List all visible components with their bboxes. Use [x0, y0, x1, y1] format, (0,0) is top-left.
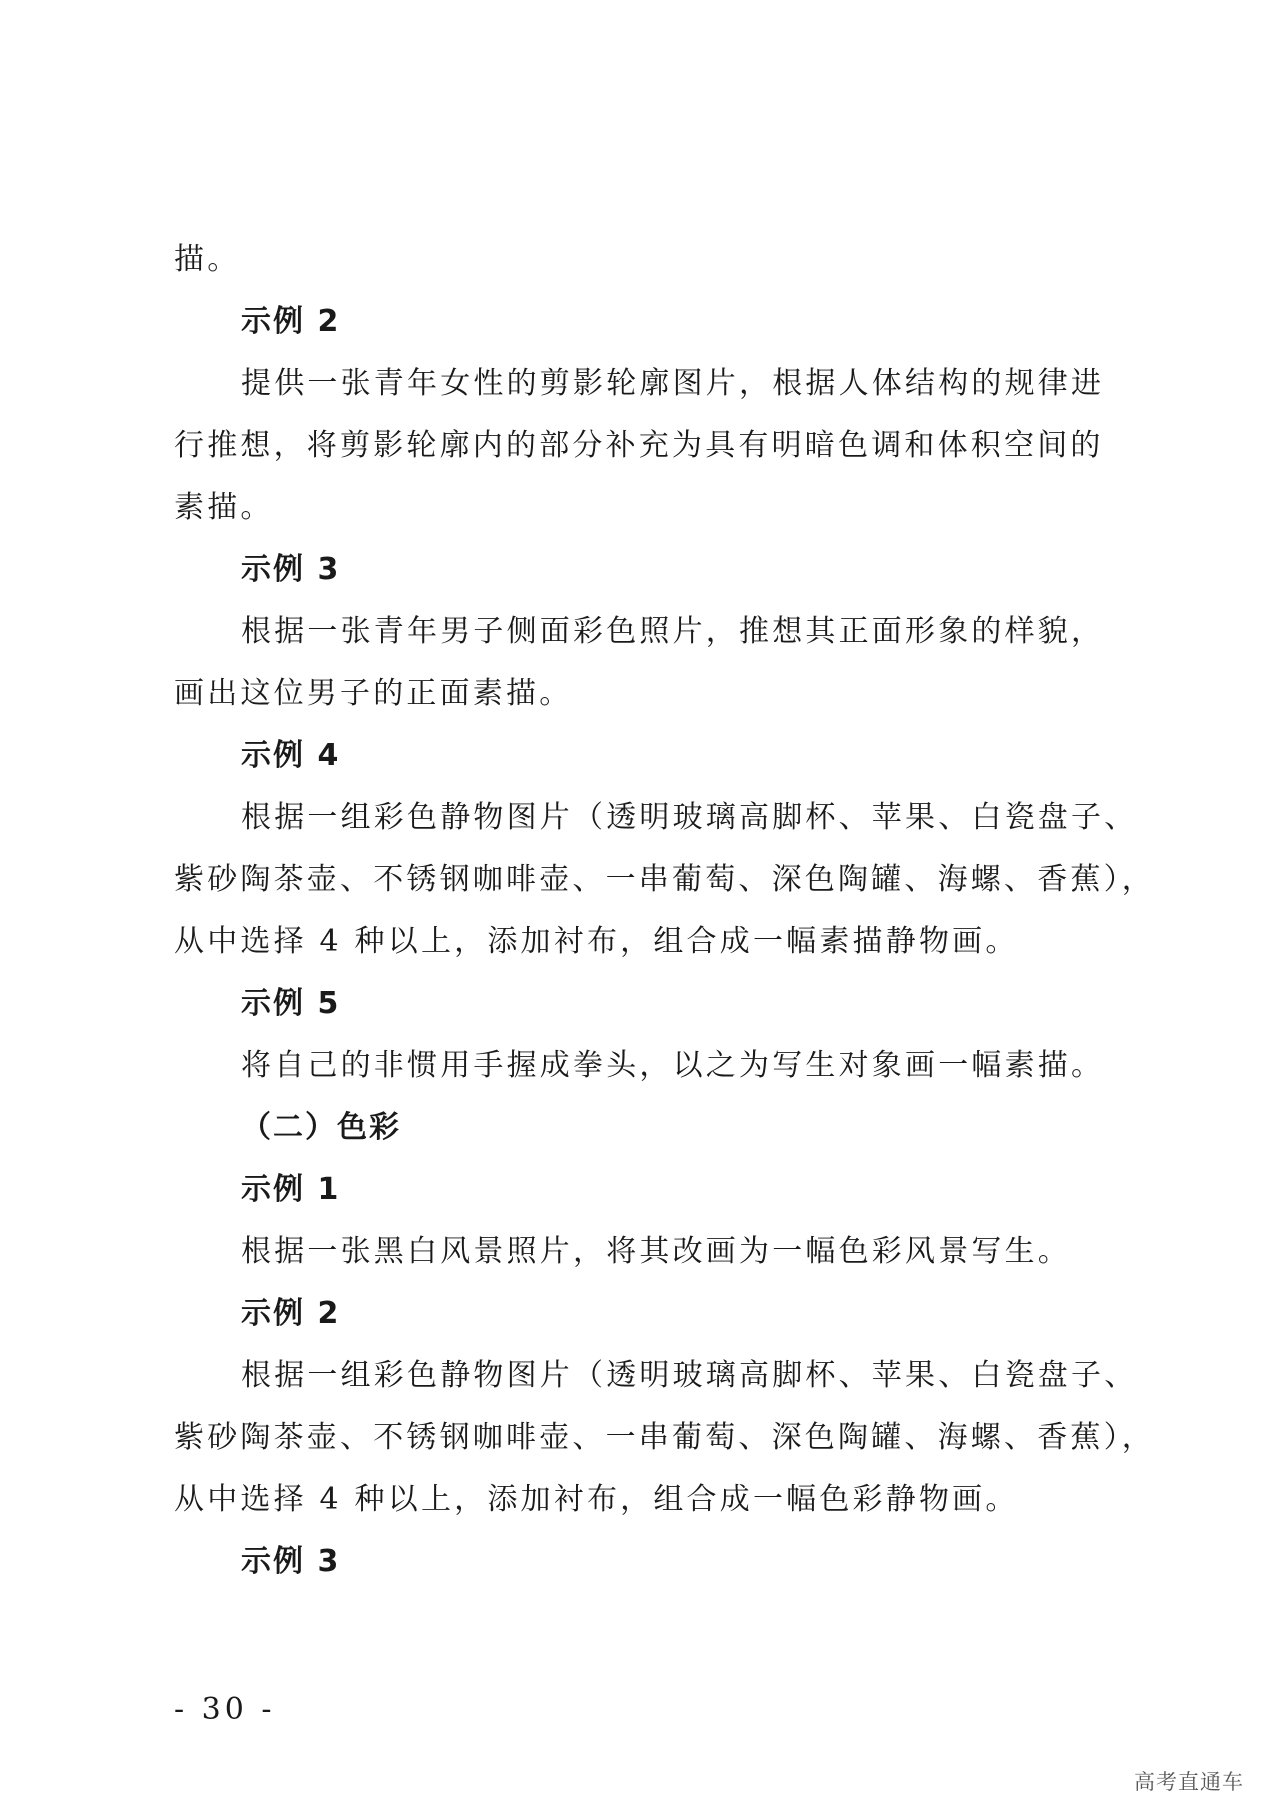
page-number: - 30 - [174, 1692, 276, 1727]
example-heading: 示例 5 [241, 986, 341, 1021]
paragraph-continuation: 描。 [174, 242, 241, 277]
watermark-text: 高考直通车 [1134, 1770, 1244, 1794]
example-heading: 示例 4 [241, 738, 341, 773]
paragraph-line: 紫砂陶茶壶、不锈钢咖啡壶、一串葡萄、深色陶罐、海螺、香蕉）， [174, 1420, 1155, 1455]
paragraph-line: 从中选择 4 种以上，添加衬布，组合成一幅色彩静物画。 [174, 1482, 1019, 1517]
section-heading: （二）色彩 [241, 1110, 401, 1145]
example-heading: 示例 2 [241, 1296, 341, 1331]
paragraph-line: 根据一组彩色静物图片（透明玻璃高脚杯、苹果、白瓷盘子、 [241, 800, 1138, 835]
paragraph-line: 从中选择 4 种以上，添加衬布，组合成一幅素描静物画。 [174, 924, 1019, 959]
example-heading: 示例 3 [241, 552, 341, 587]
paragraph-line: 紫砂陶茶壶、不锈钢咖啡壶、一串葡萄、深色陶罐、海螺、香蕉）， [174, 862, 1155, 897]
example-heading: 示例 3 [241, 1544, 341, 1579]
paragraph-line: 行推想，将剪影轮廓内的部分补充为具有明暗色调和体积空间的 [174, 428, 1104, 463]
paragraph-line: 根据一张黑白风景照片，将其改画为一幅色彩风景写生。 [241, 1234, 1071, 1269]
paragraph-line: 素描。 [174, 490, 274, 525]
paragraph-line: 将自己的非惯用手握成拳头，以之为写生对象画一幅素描。 [241, 1048, 1105, 1083]
paragraph-line: 根据一张青年男子侧面彩色照片，推想其正面形象的样貌， [241, 614, 1105, 649]
paragraph-line: 画出这位男子的正面素描。 [174, 676, 573, 711]
paragraph-line: 提供一张青年女性的剪影轮廓图片，根据人体结构的规律进 [241, 366, 1105, 401]
paragraph-line: 根据一组彩色静物图片（透明玻璃高脚杯、苹果、白瓷盘子、 [241, 1358, 1138, 1393]
example-heading: 示例 2 [241, 304, 341, 339]
example-heading: 示例 1 [241, 1172, 341, 1207]
